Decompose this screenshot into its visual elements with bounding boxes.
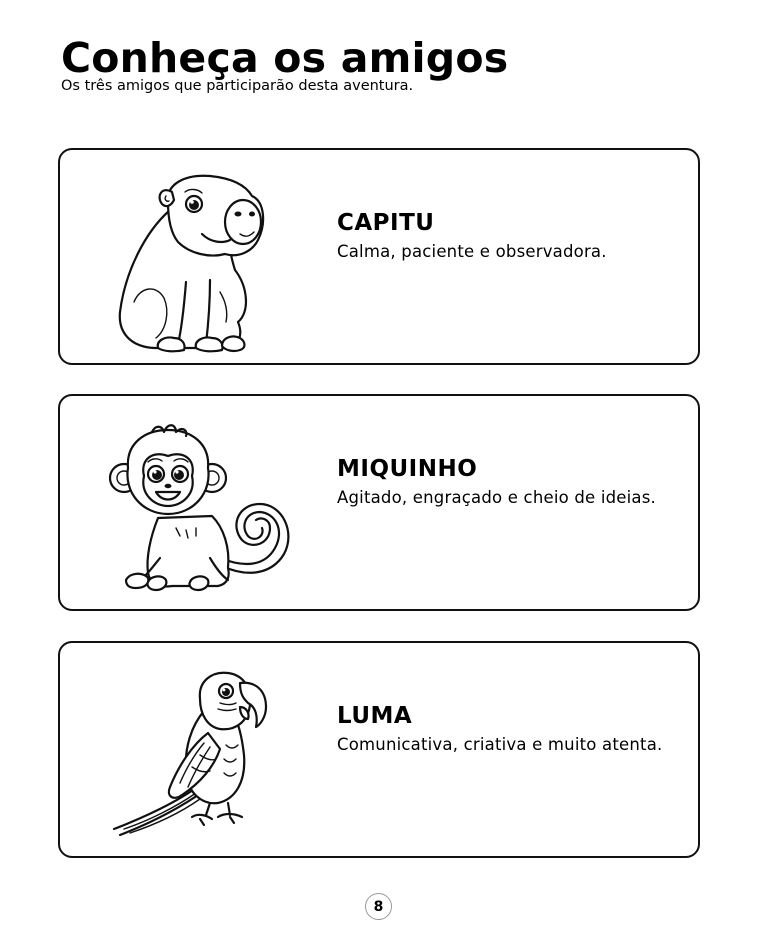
page-title: Conheça os amigos <box>61 34 509 82</box>
friend-name: LUMA <box>337 703 413 729</box>
friend-card-luma <box>58 641 700 858</box>
friend-name: MIQUINHO <box>337 456 478 482</box>
friend-description: Comunicativa, criativa e muito atenta. <box>337 735 663 754</box>
page-number-badge: 8 <box>365 893 392 920</box>
parrot-illustration <box>100 655 300 847</box>
monkey-illustration <box>100 408 300 600</box>
friend-description: Agitado, engraçado e cheio de ideias. <box>337 488 656 507</box>
friend-description: Calma, paciente e observadora. <box>337 242 607 261</box>
friend-card-miquinho <box>58 394 700 611</box>
friend-card-capitu <box>58 148 700 365</box>
capybara-illustration <box>100 162 300 354</box>
friend-name: CAPITU <box>337 210 435 236</box>
page-subtitle: Os três amigos que participarão desta aventura. <box>61 78 414 94</box>
